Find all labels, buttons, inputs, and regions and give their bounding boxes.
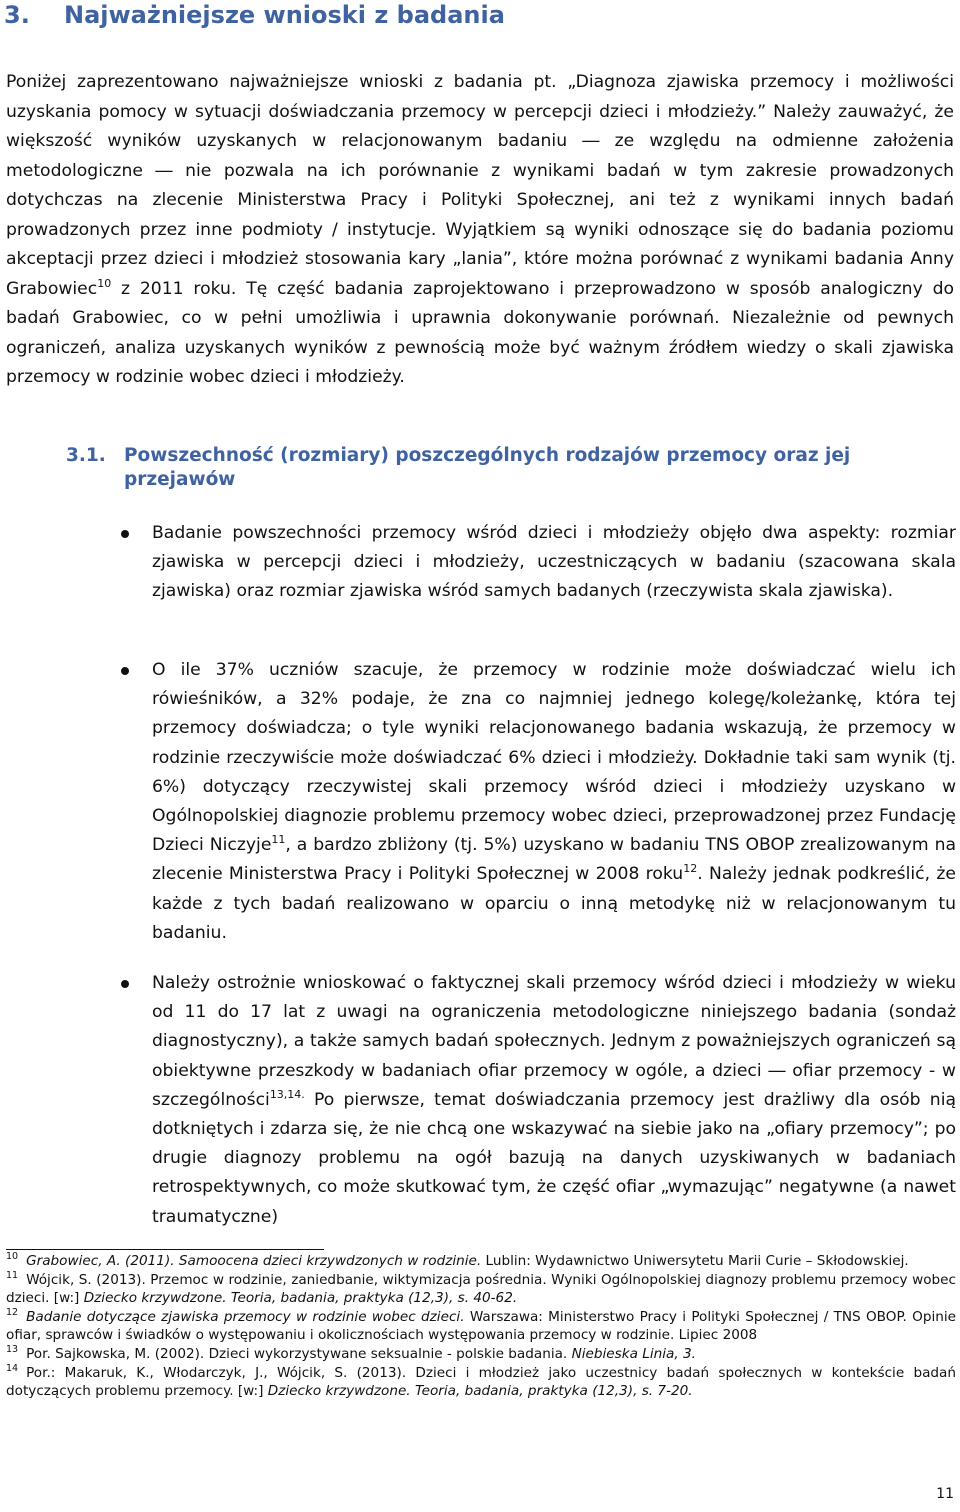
subsection-number: 3.1. <box>66 445 106 466</box>
footnote-ref-11[interactable]: 11 <box>271 833 286 847</box>
bullet-icon <box>121 980 129 988</box>
section-heading <box>4 0 954 30</box>
footnote-text: Wójcik, S. (2013). Przemoc w rodzinie, zaniedbanie, wiktymizacja pośrednia. Wyniki Ogólnopolskiej diagnozy problemu przemocy wobec dzieci. [w:] <box>6 1271 956 1307</box>
bullet-item-2 <box>152 656 956 948</box>
footnote-citation: Dziecko krzywdzone. Teoria, badania, praktyka (12,3), s. 40-62. <box>83 1290 518 1307</box>
subsection-heading <box>66 444 946 492</box>
bullet-text: Badanie powszechności przemocy wśród dzieci i młodzieży objęło dwa aspekty: rozmiar zjawiska w percepcji dzieci i młodzieży, uczestniczących w badaniu (szacowana skala zjawiska) oraz rozmiar zjawiska wśród samych badanych (rzeczywista skala zjawiska). <box>152 523 956 602</box>
footnote-text: Por.: Makaruk, K., Włodarczyk, J., Wójcik, S. (2013). Dzieci i młodzież jako uczestnicy badań społecznych w kontekście badań dotyczących problemu przemocy. [w:] <box>6 1364 956 1400</box>
section-title: Najważniejsze wnioski z badania <box>64 1 505 29</box>
footnote-citation: Dziecko krzywdzone. Teoria, badania, praktyka (12,3), s. 7-20. <box>267 1383 693 1400</box>
bullet-text: Należy ostrożnie wnioskować o faktycznej skali przemocy wśród dzieci i młodzieży w wieku od 11 do 17 lat z uwagi na ograniczenia metodologiczne niniejszego badania (sondaż diagnostyczny), a także samych badań społecznych. Jednym z poważniejszych ograniczeń są obiektywne przeszkody w badaniach ofiar przemocy w ogóle, a dzieci ― ofiar przemocy - w szczególności <box>152 973 956 1110</box>
intro-text-2: z 2011 roku. Tę część badania zaprojektowano i przeprowadzono w sposób analogiczny do badań Grabowiec, co w pełni umożliwia i uprawnia dokonywanie porównań. Niezależnie od pewnych ograniczeń, analiza uzyskanych wyników z pewnością może być ważnym źródłem wiedzy o skali zjawiska przemocy w rodzinie wobec dzieci i młodzieży. <box>6 278 954 387</box>
footnote-number: 14 <box>6 1362 19 1374</box>
bullet-item-1 <box>152 519 956 607</box>
footnote-ref-10[interactable]: 10 <box>97 276 112 290</box>
footnote-12 <box>6 1308 956 1345</box>
footnote-number: 12 <box>6 1306 19 1318</box>
footnote-ref-13-14[interactable]: 13,14. <box>269 1087 305 1101</box>
footnote-text: Warszawa: Ministerstwo Pracy i Polityki Społecznej / TNS OBOP. Opinie ofiar, sprawców i świadków o występowaniu i okolicznościach występowania przemocy w rodzinie. Lipiec 2008 <box>6 1308 956 1344</box>
footnote-text: Lublin: Wydawnictwo Uniwersytetu Marii Curie – Skłodowskiej. <box>481 1253 909 1269</box>
subsection-title-line1: Powszechność (rozmiary) poszczególnych rodzajów przemocy oraz jej <box>124 445 851 466</box>
footnote-14 <box>6 1364 956 1401</box>
footnote-ref-12[interactable]: 12 <box>683 862 698 876</box>
bullet-text: . Należy jednak podkreślić, że każde z tych badań realizowano w oparciu o inną metodykę niż w relacjonowanym tu badaniu. <box>152 864 956 943</box>
subsection-title-line2: przejawów <box>124 469 236 490</box>
footnote-number: 11 <box>6 1269 19 1281</box>
footnote-citation: Niebieska Linia, 3. <box>571 1345 696 1362</box>
bullet-item-3 <box>152 969 956 1232</box>
intro-text-1: Poniżej zaprezentowano najważniejsze wnioski z badania pt. „Diagnoza zjawiska przemocy i możliwości uzyskania pomocy w sytuacji doświadczania przemocy w percepcji dzieci i młodzieży.” Należy zauważyć, że większość wyników uzyskanych w relacjonowanym badaniu ― ze względu na odmienne założenia metodologiczne ― nie pozwala na ich porównanie z wynikami badań w tym zakresie prowadzonych dotychczas na zlecenie Ministerstwa Pracy i Polityki Społecznej, ani też z wynikami innych badań prowadzonych przez inne podmioty / instytucje. Wyjątkiem są wyniki odnoszące się do badania poziomu akceptacji przez dzieci i młodzież stosowania kary „lania”, które można porównać z wynikami badania Anny Grabowiec <box>6 72 954 299</box>
bullet-text: Po pierwsze, temat doświadczania przemocy jest drażliwy dla osób nią dotkniętych i zdarza się, że nie chcą one wskazywać na siebie jako na „ofiary przemocy”; po drugie diagnozy problemu na ogół bazują na danych uzyskiwanych w badaniach retrospektywnych, co może skutkować tym, że część ofiar „wymazując” negatywne (a nawet traumatyczne) <box>152 1089 956 1227</box>
section-number: 3. <box>4 1 30 29</box>
bullet-icon <box>121 530 129 538</box>
footnotes <box>6 1252 956 1401</box>
bullet-icon <box>121 667 129 675</box>
footnote-citation: Badanie dotyczące zjawiska przemocy w rodzinie wobec dzieci. <box>26 1308 465 1325</box>
bullet-text: , a bardzo zbliżony (tj. 5%) uzyskano w badaniu TNS OBOP zrealizowanym na zlecenie Ministerstwa Pracy i Polityki Społecznej w 2008 roku <box>152 835 956 885</box>
footnote-text: Por. Sajkowska, M. (2002). Dzieci wykorzystywane seksualnie - polskie badania. <box>26 1345 572 1362</box>
footnote-13 <box>6 1345 956 1364</box>
bullet-text: O ile 37% uczniów szacuje, że przemocy w rodzinie może doświadczać wielu ich rówieśników, a 32% podaje, że zna co najmniej jednego kolegę/koleżankę, która tej przemocy doświadcza; o tyle wyniki relacjonowanego badania wskazują, że przemocy w rodzinie rzeczywiście może doświadczać 6% dzieci i młodzieży. Dokładnie taki sam wynik (tj. 6%) dotyczący rzeczywistej skali przemocy wśród dzieci i młodzieży uzyskano w Ogólnopolskiej diagnozie problemu przemocy wobec dzieci, przeprowadzonej przez Fundację Dzieci Niczyje <box>152 660 956 856</box>
intro-paragraph <box>6 68 954 393</box>
footnote-10 <box>6 1252 956 1271</box>
page-number: 11 <box>936 1486 954 1502</box>
footnote-11 <box>6 1271 956 1308</box>
footnote-separator <box>6 1249 324 1250</box>
footnote-number: 13 <box>6 1343 19 1355</box>
footnote-citation: Grabowiec, A. (2011). Samoocena dzieci krzywdzonych w rodzinie. <box>26 1253 482 1269</box>
footnote-number: 10 <box>6 1251 19 1262</box>
